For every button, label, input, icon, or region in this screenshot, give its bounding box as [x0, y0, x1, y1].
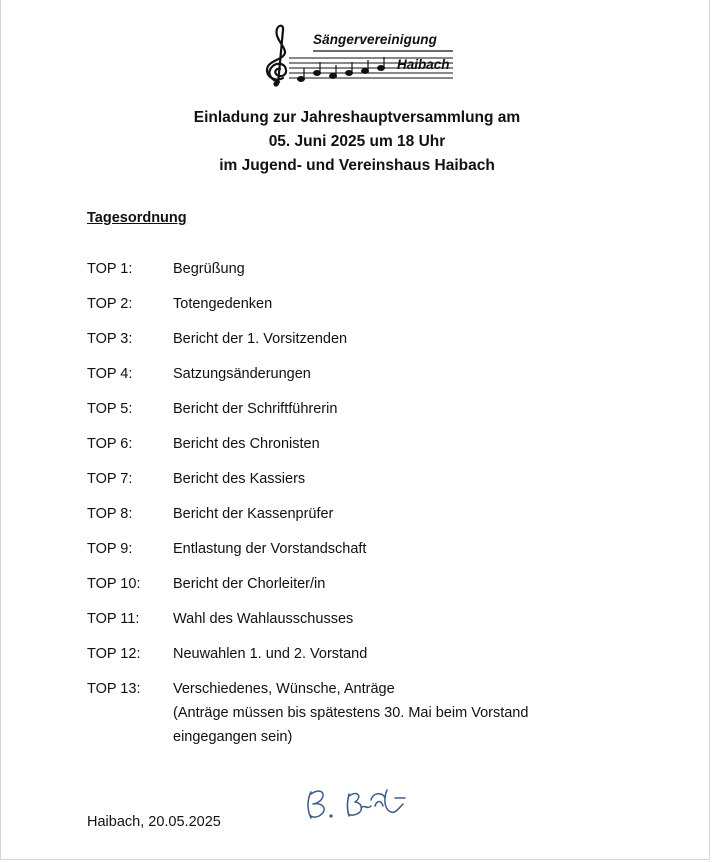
agenda-item-number: TOP 8: [87, 506, 133, 522]
agenda-item-text: Entlastung der Vorstandschaft [173, 541, 367, 557]
agenda-item-number: TOP 1: [87, 261, 133, 277]
agenda-item-text: Neuwahlen 1. und 2. Vorstand [173, 646, 368, 662]
agenda-item-number: TOP 5: [87, 401, 133, 417]
agenda-item-text: Wahl des Wahlausschusses [173, 611, 354, 627]
agenda-note-line1: (Anträge müssen bis spätestens 30. Mai beim Vorstand [173, 705, 529, 721]
invitation-title-line2: 05. Juni 2025 um 18 Uhr [268, 133, 446, 150]
agenda-item-text: Bericht der Chorleiter/in [173, 576, 326, 592]
place-date: Haibach, 20.05.2025 [87, 814, 221, 830]
agenda-item-number: TOP 2: [87, 296, 133, 312]
agenda-item-number: TOP 10: [87, 576, 141, 592]
invitation-title-line1: Einladung zur Jahreshauptversammlung am [193, 109, 521, 126]
invitation-title-line3: im Jugend- und Vereinshaus Haibach [219, 157, 495, 174]
agenda-item-number: TOP 4: [87, 366, 133, 382]
agenda-heading: Tagesordnung [87, 210, 187, 226]
agenda-item-text: Bericht des Kassiers [173, 471, 306, 487]
club-logo [259, 22, 459, 88]
agenda-item-number: TOP 9: [87, 541, 133, 557]
agenda-item-number: TOP 12: [87, 646, 141, 662]
agenda-item-number: TOP 6: [87, 436, 133, 452]
agenda-item-number: TOP 3: [87, 331, 133, 347]
handwritten-signature-icon [301, 784, 413, 824]
agenda-item-text: Bericht der Schriftführerin [173, 401, 338, 417]
club-place: Haibach [397, 57, 450, 72]
agenda-item-text: Satzungsänderungen [173, 366, 311, 382]
agenda-item-number: TOP 7: [87, 471, 133, 487]
agenda-note-line2: eingegangen sein) [173, 729, 293, 745]
agenda-item-text: Totengedenken [173, 296, 273, 312]
agenda-item-text: Bericht des Chronisten [173, 436, 320, 452]
agenda-item-text: Verschiedenes, Wünsche, Anträge [173, 681, 395, 697]
agenda-item-text: Bericht der 1. Vorsitzenden [173, 331, 348, 347]
agenda-item-text: Begrüßung [173, 261, 245, 277]
agenda-item-number: TOP 13: [87, 681, 141, 697]
club-name: Sängervereinigung [313, 32, 437, 47]
agenda-item-text: Bericht der Kassenprüfer [173, 506, 334, 522]
agenda-item-number: TOP 11: [87, 611, 140, 627]
